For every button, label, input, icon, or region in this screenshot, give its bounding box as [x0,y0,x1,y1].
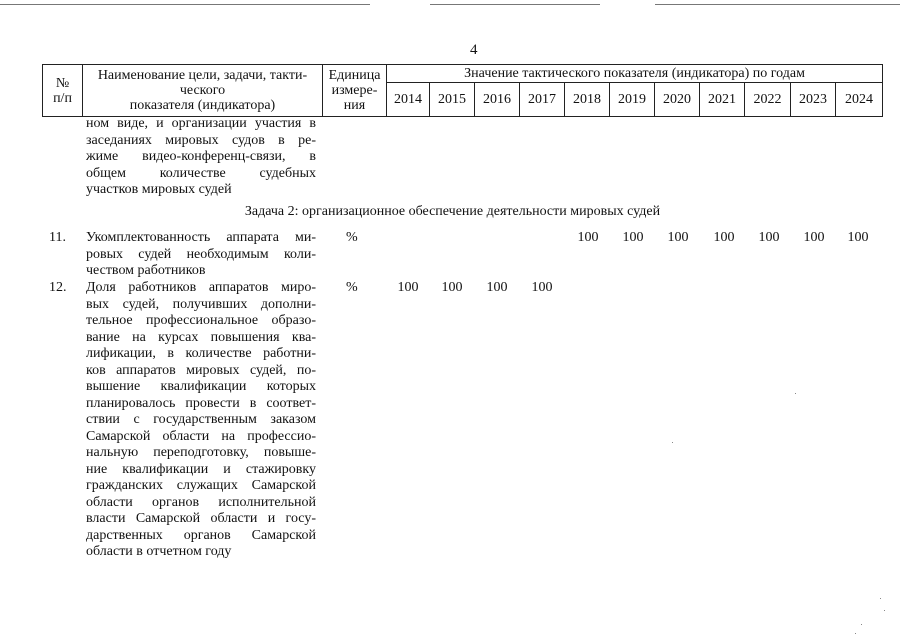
year-2019: 2019 [610,83,655,117]
text-line: власти Самарской области и госу- [86,511,316,526]
row-12-number: 12. [49,280,67,295]
row-11-value-2024: 100 [847,230,869,245]
header-unit-line: Единица [328,68,381,83]
scan-speck [672,442,673,443]
text-line: Укомплектованность аппарата ми- [86,230,316,245]
year-2020: 2020 [655,83,700,117]
text-line: области в отчетном году [86,544,232,559]
text-line: области органов исполнительной [86,494,316,510]
header-name-line: ческого [179,83,226,98]
row-12-unit: % [346,280,358,295]
row-11-value-2019: 100 [622,230,644,245]
text-line: ствии с государственным заказом [86,412,316,427]
text-line: вых судей, получивших дополни- [86,296,316,312]
text-line: тельное профессиональное образо- [86,313,316,328]
row-12-indicator-name [86,280,316,561]
scan-speck [795,393,796,394]
header-number-cell [43,65,83,117]
row-12-value-2016: 100 [486,280,508,295]
row-11-value-2020: 100 [667,230,689,245]
indicator-table-header [42,64,883,117]
text-line: ков аппаратов мировых судей, по- [86,362,316,378]
scan-edge-line [655,4,900,5]
scan-speck [861,624,862,625]
year-2018: 2018 [565,83,610,117]
year-2017: 2017 [520,83,565,117]
row-12-value-2014: 100 [397,280,419,295]
row-11-value-2023: 100 [803,230,825,245]
row-11-value-2018: 100 [577,230,599,245]
text-line: ние квалификации и стажировку [86,461,316,477]
year-2016: 2016 [475,83,520,117]
text-line: общем количестве судебных [86,165,316,181]
text-line: планировалось провести в соответ- [86,395,316,411]
continued-indicator-text [86,116,316,199]
header-unit-line: ния [343,98,366,113]
row-11-unit: % [346,230,358,245]
text-line: чеством работников [86,263,206,278]
year-2022: 2022 [745,83,791,117]
scan-edge-line [430,4,600,5]
row-12-value-2017: 100 [531,280,553,295]
year-2021: 2021 [700,83,745,117]
text-line: вание на курсах повышения ква- [86,329,316,345]
page-number: 4 [470,42,478,58]
scan-speck [880,598,881,599]
header-number-label: № [55,75,70,91]
row-12-value-2015: 100 [441,280,463,295]
text-line: участков мировых судей [86,182,232,197]
scan-speck [855,633,856,634]
header-values-title: Значение тактического показателя (индикатора) по годам [387,65,883,83]
year-2014: 2014 [387,83,430,117]
text-line: Доля работников аппаратов миро- [86,280,316,295]
row-11-number: 11. [49,230,66,245]
text-line: гражданских служащих Самарской [86,478,316,493]
text-line: вышение квалификации которых [86,379,316,394]
text-line: ровых судей необходимым коли- [86,246,316,262]
text-line: лификации, в количестве работни- [86,346,316,361]
scan-edge-line [0,4,370,5]
scan-speck [884,610,885,611]
text-line: дарственных органов Самарской [86,527,316,543]
row-11-value-2022: 100 [758,230,780,245]
year-2024: 2024 [836,83,883,117]
year-2015: 2015 [430,83,475,117]
text-line: жиме видео-конференц-связи, в [86,149,316,164]
row-11-indicator-name [86,230,316,280]
header-unit-line: измере- [331,83,378,98]
header-name-line: показателя (индикатора) [129,98,276,113]
year-2023: 2023 [791,83,836,117]
text-line: нальную переподготовку, повыше- [86,445,316,460]
task-2-heading: Задача 2: организационное обеспечение деятельности мировых судей [244,204,661,219]
header-unit-cell [323,65,387,117]
header-name-line: Наименование цели, задачи, такти- [97,68,308,83]
text-line: ном виде, и организации участия в [86,116,316,131]
text-line: Самарской области на профессио- [86,428,316,444]
header-number-sub: п/п [53,90,72,106]
text-line: заседаниях мировых судов в ре- [86,132,316,148]
header-name-cell [83,65,323,117]
row-11-value-2021: 100 [713,230,735,245]
